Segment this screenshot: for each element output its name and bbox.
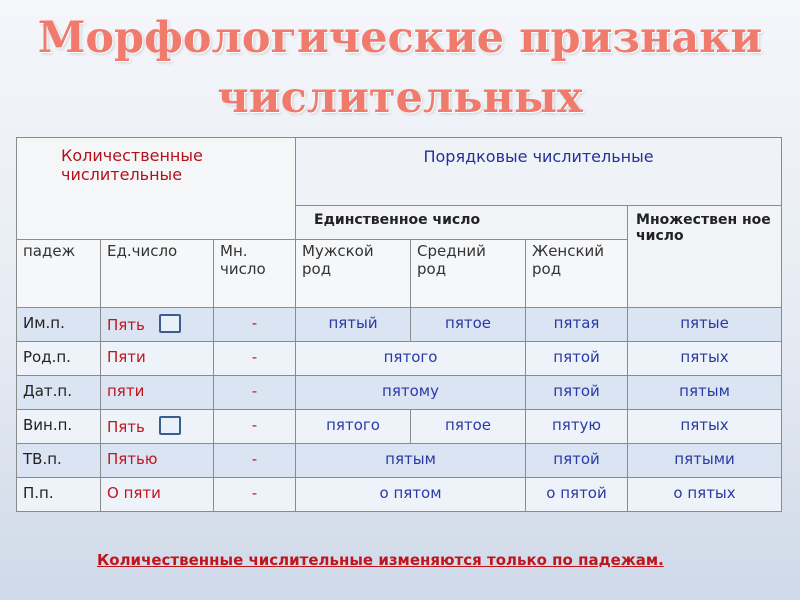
singular-value: Пять	[107, 418, 145, 436]
feminine-cell: пятой	[526, 376, 628, 410]
singular-value: Пять	[107, 316, 145, 334]
column-neuter: Средний род	[411, 240, 526, 308]
singular-cell: пяти	[101, 376, 214, 410]
feminine-cell: пятая	[526, 308, 628, 342]
singular-cell: О пяти	[101, 478, 214, 512]
table-row	[17, 376, 782, 410]
morphology-table	[16, 137, 782, 512]
masculine-neuter-cell: пятым	[296, 444, 526, 478]
plural-cell: -	[214, 444, 296, 478]
plural-cell: -	[214, 342, 296, 376]
table-row	[17, 410, 782, 444]
plural-ordinal-cell: пятых	[628, 410, 782, 444]
plural-ordinal-cell: пятых	[628, 342, 782, 376]
table-row	[17, 478, 782, 512]
masculine-neuter-cell: пятому	[296, 376, 526, 410]
table-row	[17, 444, 782, 478]
table-row	[17, 342, 782, 376]
column-case: падеж	[17, 240, 101, 308]
header-plural: Множествен ное число	[628, 206, 782, 308]
singular-cell	[101, 410, 214, 444]
plural-cell: -	[214, 410, 296, 444]
header-ordinal: Порядковые числительные	[296, 138, 782, 206]
checkbox-icon	[159, 416, 181, 435]
masculine-neuter-cell: о пятом	[296, 478, 526, 512]
singular-cell	[101, 308, 214, 342]
header-singular: Единственное число	[296, 206, 628, 240]
case-cell: ТВ.п.	[17, 444, 101, 478]
plural-ordinal-cell: пятым	[628, 376, 782, 410]
plural-ordinal-cell: пятые	[628, 308, 782, 342]
neuter-cell: пятое	[411, 410, 526, 444]
neuter-cell: пятое	[411, 308, 526, 342]
case-cell: П.п.	[17, 478, 101, 512]
masculine-neuter-cell: пятого	[296, 342, 526, 376]
page-title: Морфологические признаки числительных	[37, 13, 763, 123]
footnote: Количественные числительные изменяются только по падежам.	[97, 551, 664, 569]
column-plural-number: Мн. число	[214, 240, 296, 308]
plural-cell: -	[214, 376, 296, 410]
case-cell: Вин.п.	[17, 410, 101, 444]
column-masculine: Мужской род	[296, 240, 411, 308]
table-row	[17, 308, 782, 342]
column-feminine: Женский род	[526, 240, 628, 308]
plural-ordinal-cell: пятыми	[628, 444, 782, 478]
singular-cell: Пятью	[101, 444, 214, 478]
case-cell: Им.п.	[17, 308, 101, 342]
singular-cell: Пяти	[101, 342, 214, 376]
masculine-cell: пятый	[296, 308, 411, 342]
feminine-cell: пятой	[526, 444, 628, 478]
plural-cell: -	[214, 308, 296, 342]
case-cell: Род.п.	[17, 342, 101, 376]
feminine-cell: пятой	[526, 342, 628, 376]
masculine-cell: пятого	[296, 410, 411, 444]
case-cell: Дат.п.	[17, 376, 101, 410]
plural-ordinal-cell: о пятых	[628, 478, 782, 512]
feminine-cell: о пятой	[526, 478, 628, 512]
column-singular-number: Ед.число	[101, 240, 214, 308]
header-quantitative: Количественные числительные	[17, 138, 296, 240]
feminine-cell: пятую	[526, 410, 628, 444]
plural-cell: -	[214, 478, 296, 512]
checkbox-icon	[159, 314, 181, 333]
